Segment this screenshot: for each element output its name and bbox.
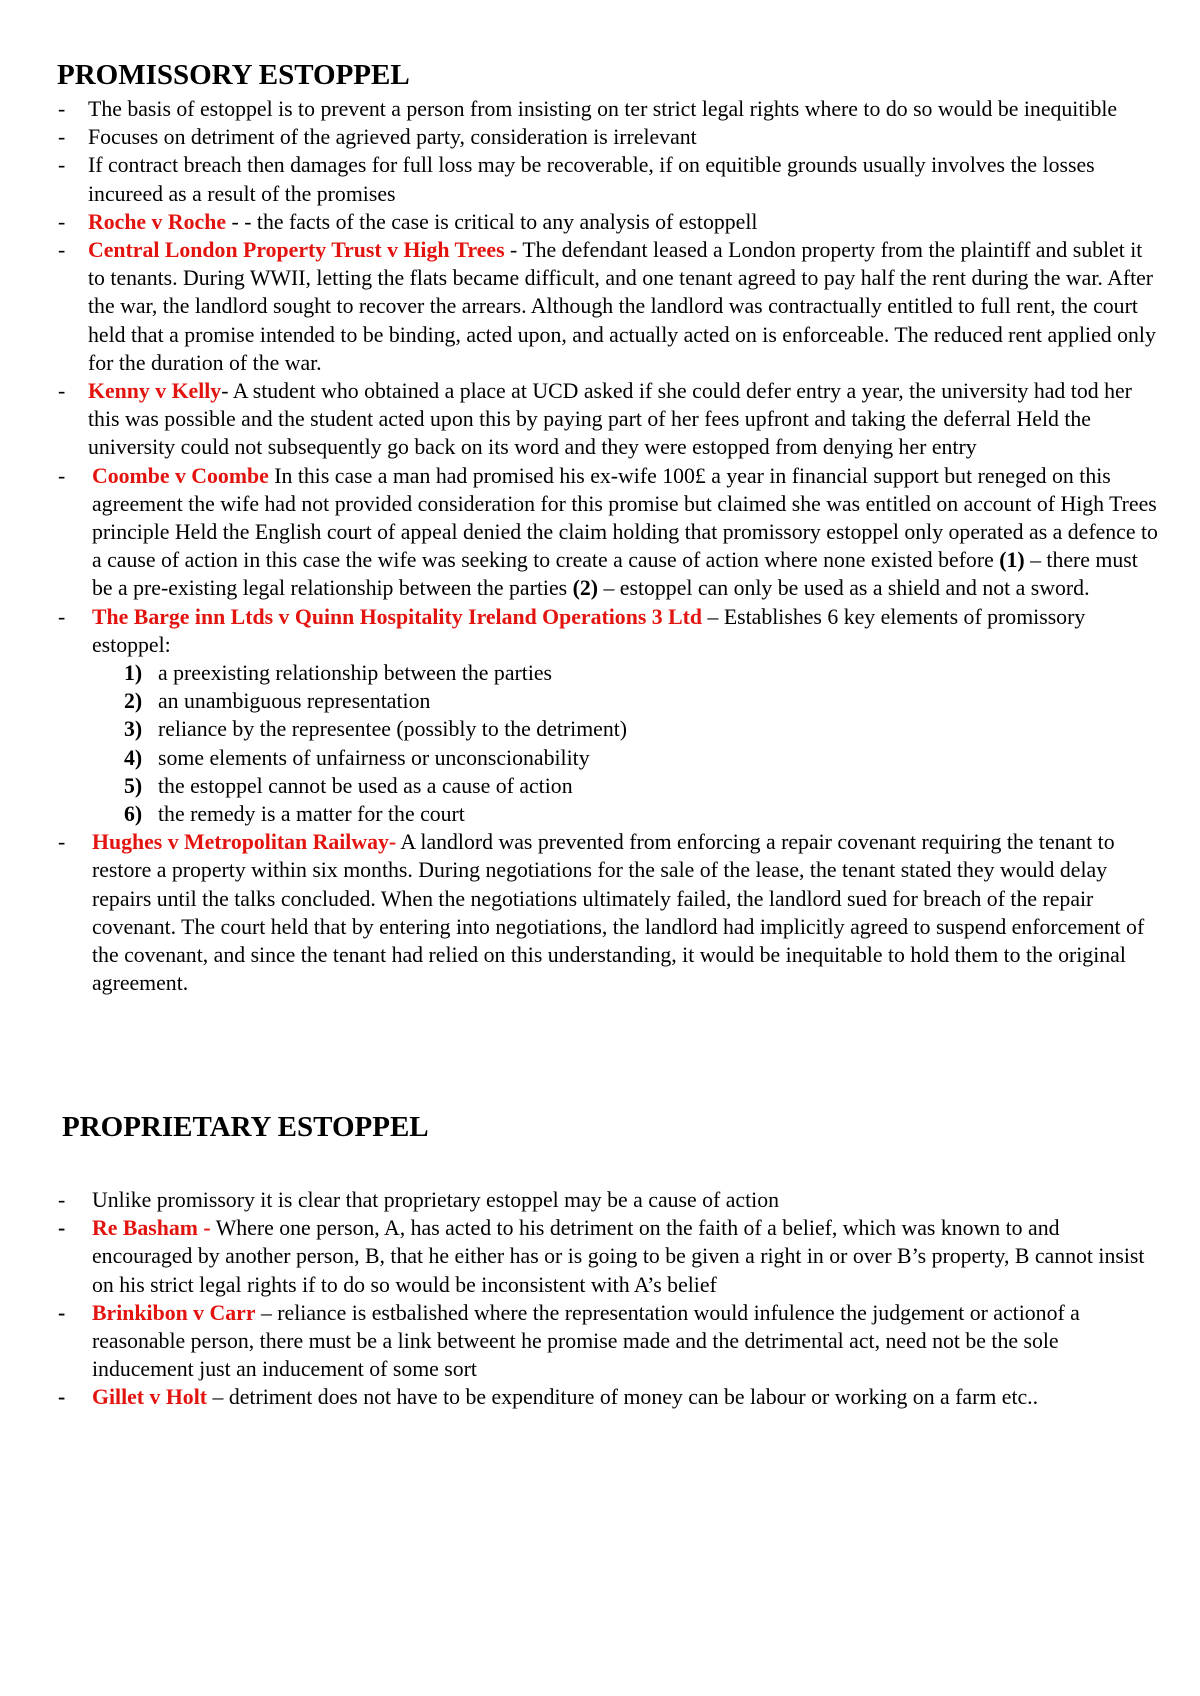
point-marker: (1)	[999, 548, 1025, 573]
list-item	[58, 603, 1158, 829]
element-number: 1)	[124, 661, 143, 686]
dash-bullet: -	[58, 209, 66, 234]
item-text: – reliance is estbalished where the representation would infulence the judgement or actionof a reasonable person, there must be a link betweent he promise made and the detrimental act, need not be the sole inducement just an inducement of some sort	[92, 1300, 1080, 1382]
item-text: If contract breach then damages for full loss may be recoverable, if on equitible grounds usually involves the losses incureed as a result of the promises	[88, 153, 1095, 206]
element-number: 4)	[124, 745, 143, 770]
element-number: 3)	[124, 717, 143, 742]
element-item	[92, 772, 1158, 800]
case-name: Central London Property Trust v High Trees	[88, 238, 505, 263]
item-text: A landlord was prevented from enforcing a repair covenant requiring the tenant to restore a property within six months. During negotiations for the sale of the lease, the tenant stated they would delay repairs until the talks concluded. When the negotiations ultimately failed, the landlord sued for breach of the repair covenant. The court held that by entering into negotiations, the landlord had implicitly agreed to suspend enforcement of the covenant, and since the tenant had relied on this understanding, it would be inequitable to hold them to the original agreement.	[92, 830, 1145, 996]
dash-bullet: -	[58, 830, 66, 855]
promissory-estoppel-list	[58, 95, 1158, 998]
case-name: Gillet v Holt	[92, 1385, 208, 1410]
dash-bullet: -	[58, 1300, 66, 1325]
case-name: Roche v Roche	[88, 209, 227, 234]
item-text: Unlike promissory it is clear that proprietary estoppel may be a cause of action	[92, 1188, 779, 1212]
list-item	[58, 123, 1158, 151]
dash-bullet: -	[58, 97, 66, 121]
proprietary-estoppel-heading: PROPRIETARY ESTOPPEL	[62, 1111, 429, 1143]
element-item	[92, 715, 1158, 743]
list-item	[58, 208, 1158, 236]
element-text: the remedy is a matter for the court	[158, 802, 465, 827]
proprietary-estoppel-list	[58, 1186, 1158, 1412]
dash-bullet: -	[58, 604, 66, 629]
element-item	[92, 687, 1158, 715]
case-name: The Barge inn Ltds v Quinn Hospitality Ireland Operations 3 Ltd	[92, 604, 703, 629]
case-name: Kenny v Kelly	[88, 379, 222, 404]
dash-bullet: -	[58, 1188, 66, 1212]
element-text: reliance by the representee (possibly to the detriment)	[158, 717, 628, 742]
dash-bullet: -	[58, 1216, 66, 1241]
element-text: a preexisting relationship between the parties	[158, 661, 553, 686]
element-number: 6)	[124, 802, 143, 827]
item-text: In this case a man had promised his ex-wife 100£ a year in financial support but reneged on this agreement the wife had not provided consideration for this promise but claimed she was entitled on account of High Trees principle Held the English court of appeal denied the claim holding that promissory estoppel only operated as a defence to a cause of action in this case the wife was seeking to create a cause of action where none existed before	[92, 463, 1158, 573]
case-name: Coombe v Coombe	[92, 463, 269, 488]
list-item	[58, 236, 1158, 377]
key-elements-list	[92, 659, 1158, 828]
item-text: - The defendant leased a London property from the plaintiff and sublet it to tenants. During WWII, letting the flats became difficult, and one tenant agreed to pay half the rent during the war. After the war, the landlord sought to recover the arrears. Although the landlord was contractually entitled to full rent, the court held that a promise intended to be binding, acted upon, and actually acted on is enforceable. The reduced rent applied only for the duration of the war.	[88, 238, 1156, 375]
list-item	[58, 1214, 1158, 1299]
element-text: the estoppel cannot be used as a cause of action	[158, 773, 573, 798]
case-name: Hughes v Metropolitan Railway-	[92, 830, 397, 855]
dash-bullet: -	[58, 125, 66, 150]
case-name: Re Basham -	[92, 1216, 211, 1241]
item-text: – estoppel can only be used as a shield and not a sword.	[598, 576, 1090, 601]
list-item	[58, 95, 1158, 123]
dash-bullet: -	[58, 153, 66, 178]
dash-bullet: -	[58, 1385, 66, 1410]
item-text: Where one person, A, has acted to his detriment on the faith of a belief, which was known to and encouraged by another person, B, that he either has or is going to be given a right in or over B’s property, B cannot insist on his strict legal rights if to do so would be inconsistent with A’s belief	[92, 1216, 1145, 1297]
element-item	[92, 800, 1158, 828]
item-text: – Establishes 6 key elements of promissory estoppel:	[92, 604, 1086, 657]
list-item	[58, 1383, 1158, 1411]
dash-bullet: -	[58, 379, 66, 404]
list-item	[58, 377, 1158, 462]
dash-bullet: -	[58, 463, 66, 488]
item-text: - A student who obtained a place at UCD asked if she could defer entry a year, the university had tod her this was possible and the student acted upon this by paying part of her fees upfront and taking the deferral Held the university could not subsequently go back on its word and they were estopped from denying her entry	[88, 379, 1132, 460]
element-text: some elements of unfairness or unconscionability	[158, 745, 590, 770]
item-text: - - the facts of the case is critical to any analysis of estoppell	[226, 209, 758, 234]
element-number: 5)	[124, 773, 143, 798]
item-text: The basis of estoppel is to prevent a person from insisting on ter strict legal rights where to do so would be inequitible	[88, 97, 1118, 121]
promissory-estoppel-heading: PROMISSORY ESTOPPEL	[57, 59, 410, 91]
item-text: Focuses on detriment of the agrieved party, consideration is irrelevant	[88, 125, 697, 150]
item-text: – there must be a pre-existing legal relationship between the parties	[92, 548, 1138, 601]
element-text: an unambiguous representation	[158, 689, 431, 714]
list-item	[58, 828, 1158, 997]
list-item	[58, 462, 1158, 603]
element-item	[92, 659, 1158, 687]
list-item	[58, 1299, 1158, 1384]
dash-bullet: -	[58, 238, 66, 263]
list-item	[58, 1186, 1158, 1214]
case-name: Brinkibon v Carr	[92, 1300, 256, 1325]
list-item	[58, 151, 1158, 207]
point-marker: (2)	[572, 576, 598, 601]
element-item	[92, 744, 1158, 772]
element-number: 2)	[124, 689, 143, 714]
item-text: – detriment does not have to be expenditure of money can be labour or working on a farm etc..	[207, 1385, 1039, 1410]
